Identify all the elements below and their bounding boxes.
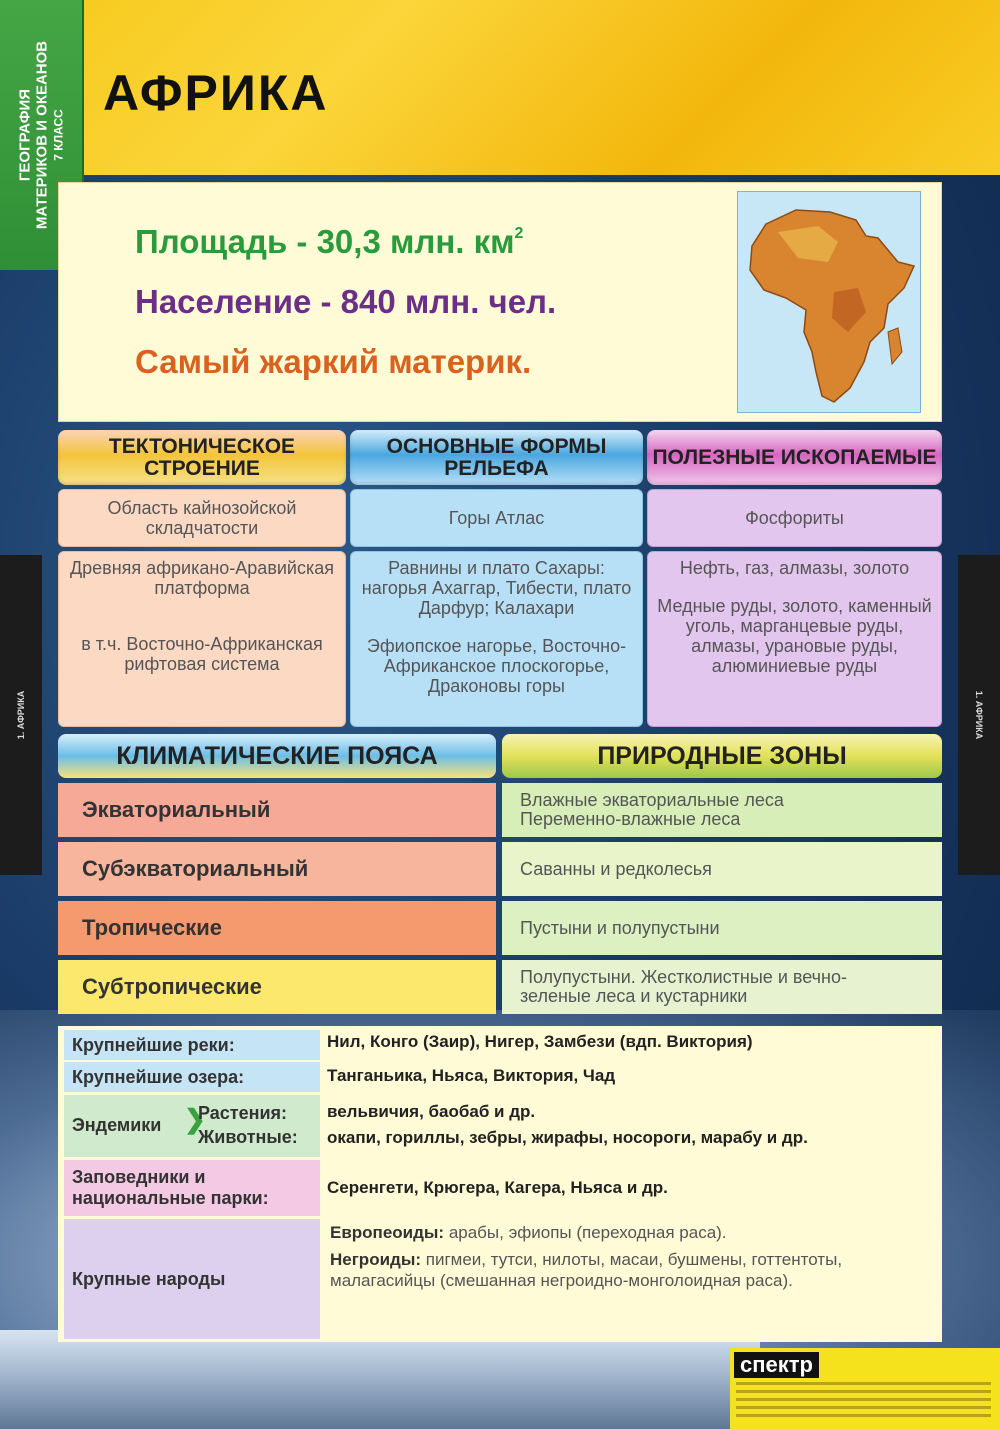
area-superscript: 2 bbox=[514, 225, 524, 242]
subject-line-3: 7 КЛАСС bbox=[51, 109, 66, 161]
rivers-label: Крупнейшие реки: bbox=[64, 1030, 320, 1060]
side-strip-left-label: 1. АФРИКА bbox=[16, 690, 26, 740]
climate-belt-subtropical: Субтропические bbox=[58, 960, 496, 1014]
endemics-sub-labels bbox=[198, 1101, 298, 1149]
endemics-label: Эндемики bbox=[72, 1115, 162, 1135]
relief-header: ОСНОВНЫЕ ФОРМЫ РЕЛЬЕФА bbox=[350, 430, 643, 485]
side-strip-right bbox=[958, 555, 1000, 875]
subject-line-1: ГЕОГРАФИЯ bbox=[16, 88, 34, 182]
side-strip-right-label: 1. АФРИКА bbox=[974, 690, 984, 740]
climate-header: КЛИМАТИЧЕСКИЕ ПОЯСА bbox=[58, 734, 496, 778]
zone-equatorial-line-1: Влажные экваториальные леса bbox=[520, 790, 784, 810]
zone-equatorial-line-2: Переменно-влажные леса bbox=[520, 809, 741, 829]
hottest-line: Самый жаркий материк. bbox=[135, 343, 532, 380]
tectonics-cell-2 bbox=[58, 551, 346, 727]
minerals-cell-2 bbox=[647, 551, 942, 727]
zone-tropical bbox=[502, 901, 942, 955]
reserves-value: Серенгети, Крюгера, Кагера, Ньяса и др. bbox=[327, 1178, 668, 1197]
africa-map bbox=[737, 191, 921, 413]
side-strip-left bbox=[0, 555, 42, 875]
zone-subequatorial-line-1: Саванны и редколесья bbox=[520, 858, 712, 879]
plants-label: Растения: bbox=[198, 1103, 288, 1123]
area-text: Площадь - 30,3 млн. км bbox=[135, 223, 515, 260]
zone-subtropical-line-1: Полупустыни. Жестколистные и вечно- bbox=[520, 967, 847, 987]
page-title: АФРИКА bbox=[103, 65, 329, 121]
africa-map-icon bbox=[738, 192, 922, 414]
tectonics-header: ТЕКТОНИЧЕСКОЕ СТРОЕНИЕ bbox=[58, 430, 346, 485]
minerals-cell-1: Фосфориты bbox=[647, 489, 942, 547]
tectonics-cell-1: Область кайнозойской складчатости bbox=[58, 489, 346, 547]
tectonics-cell-2a: Древняя африкано-Аравийская платформа bbox=[69, 558, 335, 598]
relief-cell-2a: Равнины и плато Сахары: нагорья Ахаггар, Тибести, плато Дарфур; Калахари bbox=[361, 558, 632, 618]
relief-cell-2b: Эфиопское нагорье, Восточно-Африканское плоскогорье, Драконовы горы bbox=[366, 636, 627, 696]
europeoids-value: арабы, эфиопы (переходная раса). bbox=[444, 1223, 727, 1242]
animals-value: окапи, гориллы, зебры, жирафы, носороги, марабу и др. bbox=[327, 1128, 808, 1147]
population-line: Население - 840 млн. чел. bbox=[135, 283, 557, 320]
lakes-value: Танганьика, Ньяса, Виктория, Чад bbox=[327, 1066, 616, 1085]
lakes-label: Крупнейшие озера: bbox=[64, 1062, 320, 1092]
climate-belt-equatorial: Экваториальный bbox=[58, 783, 496, 837]
plants-value: вельвичия, баобаб и др. bbox=[327, 1102, 536, 1121]
publisher-block bbox=[730, 1348, 1000, 1429]
relief-cell-1: Горы Атлас bbox=[350, 489, 643, 547]
cloud-background bbox=[0, 1330, 760, 1429]
minerals-cell-2a: Нефть, газ, алмазы, золото bbox=[679, 558, 910, 578]
area-line bbox=[135, 223, 523, 261]
climate-belt-tropical: Тропические bbox=[58, 901, 496, 955]
tectonics-cell-2b: в т.ч. Восточно-Африканская рифтовая система bbox=[81, 634, 323, 674]
relief-cell-2 bbox=[350, 551, 643, 727]
endemics-label-cell bbox=[64, 1095, 320, 1157]
zone-subtropical bbox=[502, 960, 942, 1014]
europeoids-line bbox=[330, 1222, 930, 1243]
zones-header: ПРИРОДНЫЕ ЗОНЫ bbox=[502, 734, 942, 778]
europeoids-label: Европеоиды: bbox=[330, 1223, 445, 1242]
negroids-value: пигмеи, тутси, нилоты, масаи, бушмены, готтентоты, малагасийцы (смешанная негроидно-монголоидная раса). bbox=[330, 1250, 843, 1290]
rivers-value: Нил, Конго (Заир), Нигер, Замбези (вдп. Виктория) bbox=[327, 1032, 753, 1051]
subject-line-2: МАТЕРИКОВ И ОКЕАНОВ bbox=[33, 40, 51, 230]
chevron-right-icon: ❯ bbox=[184, 1104, 206, 1134]
minerals-cell-2b: Медные руды, золото, каменный уголь, марганцевые руды, алмазы, урановые руды, алюминиевые руды bbox=[657, 596, 932, 676]
peoples-text bbox=[330, 1222, 930, 1291]
climate-belt-subequatorial: Субэкваториальный bbox=[58, 842, 496, 896]
zone-tropical-line-1: Пустыни и полупустыни bbox=[520, 917, 720, 938]
negroids-line bbox=[330, 1249, 930, 1291]
negroids-label: Негроиды: bbox=[330, 1250, 422, 1269]
info-panel bbox=[58, 182, 942, 422]
publisher-logo: спектр bbox=[734, 1352, 819, 1378]
zone-subtropical-line-2: зеленые леса и кустарники bbox=[520, 986, 748, 1006]
animals-label: Животные: bbox=[198, 1127, 298, 1147]
peoples-label: Крупные народы bbox=[64, 1219, 320, 1339]
publisher-fineprint bbox=[736, 1382, 991, 1422]
zone-equatorial bbox=[502, 783, 942, 837]
reserves-label: Заповедники и национальные парки: bbox=[64, 1160, 320, 1216]
minerals-header: ПОЛЕЗНЫЕ ИСКОПАЕМЫЕ bbox=[647, 430, 942, 485]
zone-subequatorial bbox=[502, 842, 942, 896]
